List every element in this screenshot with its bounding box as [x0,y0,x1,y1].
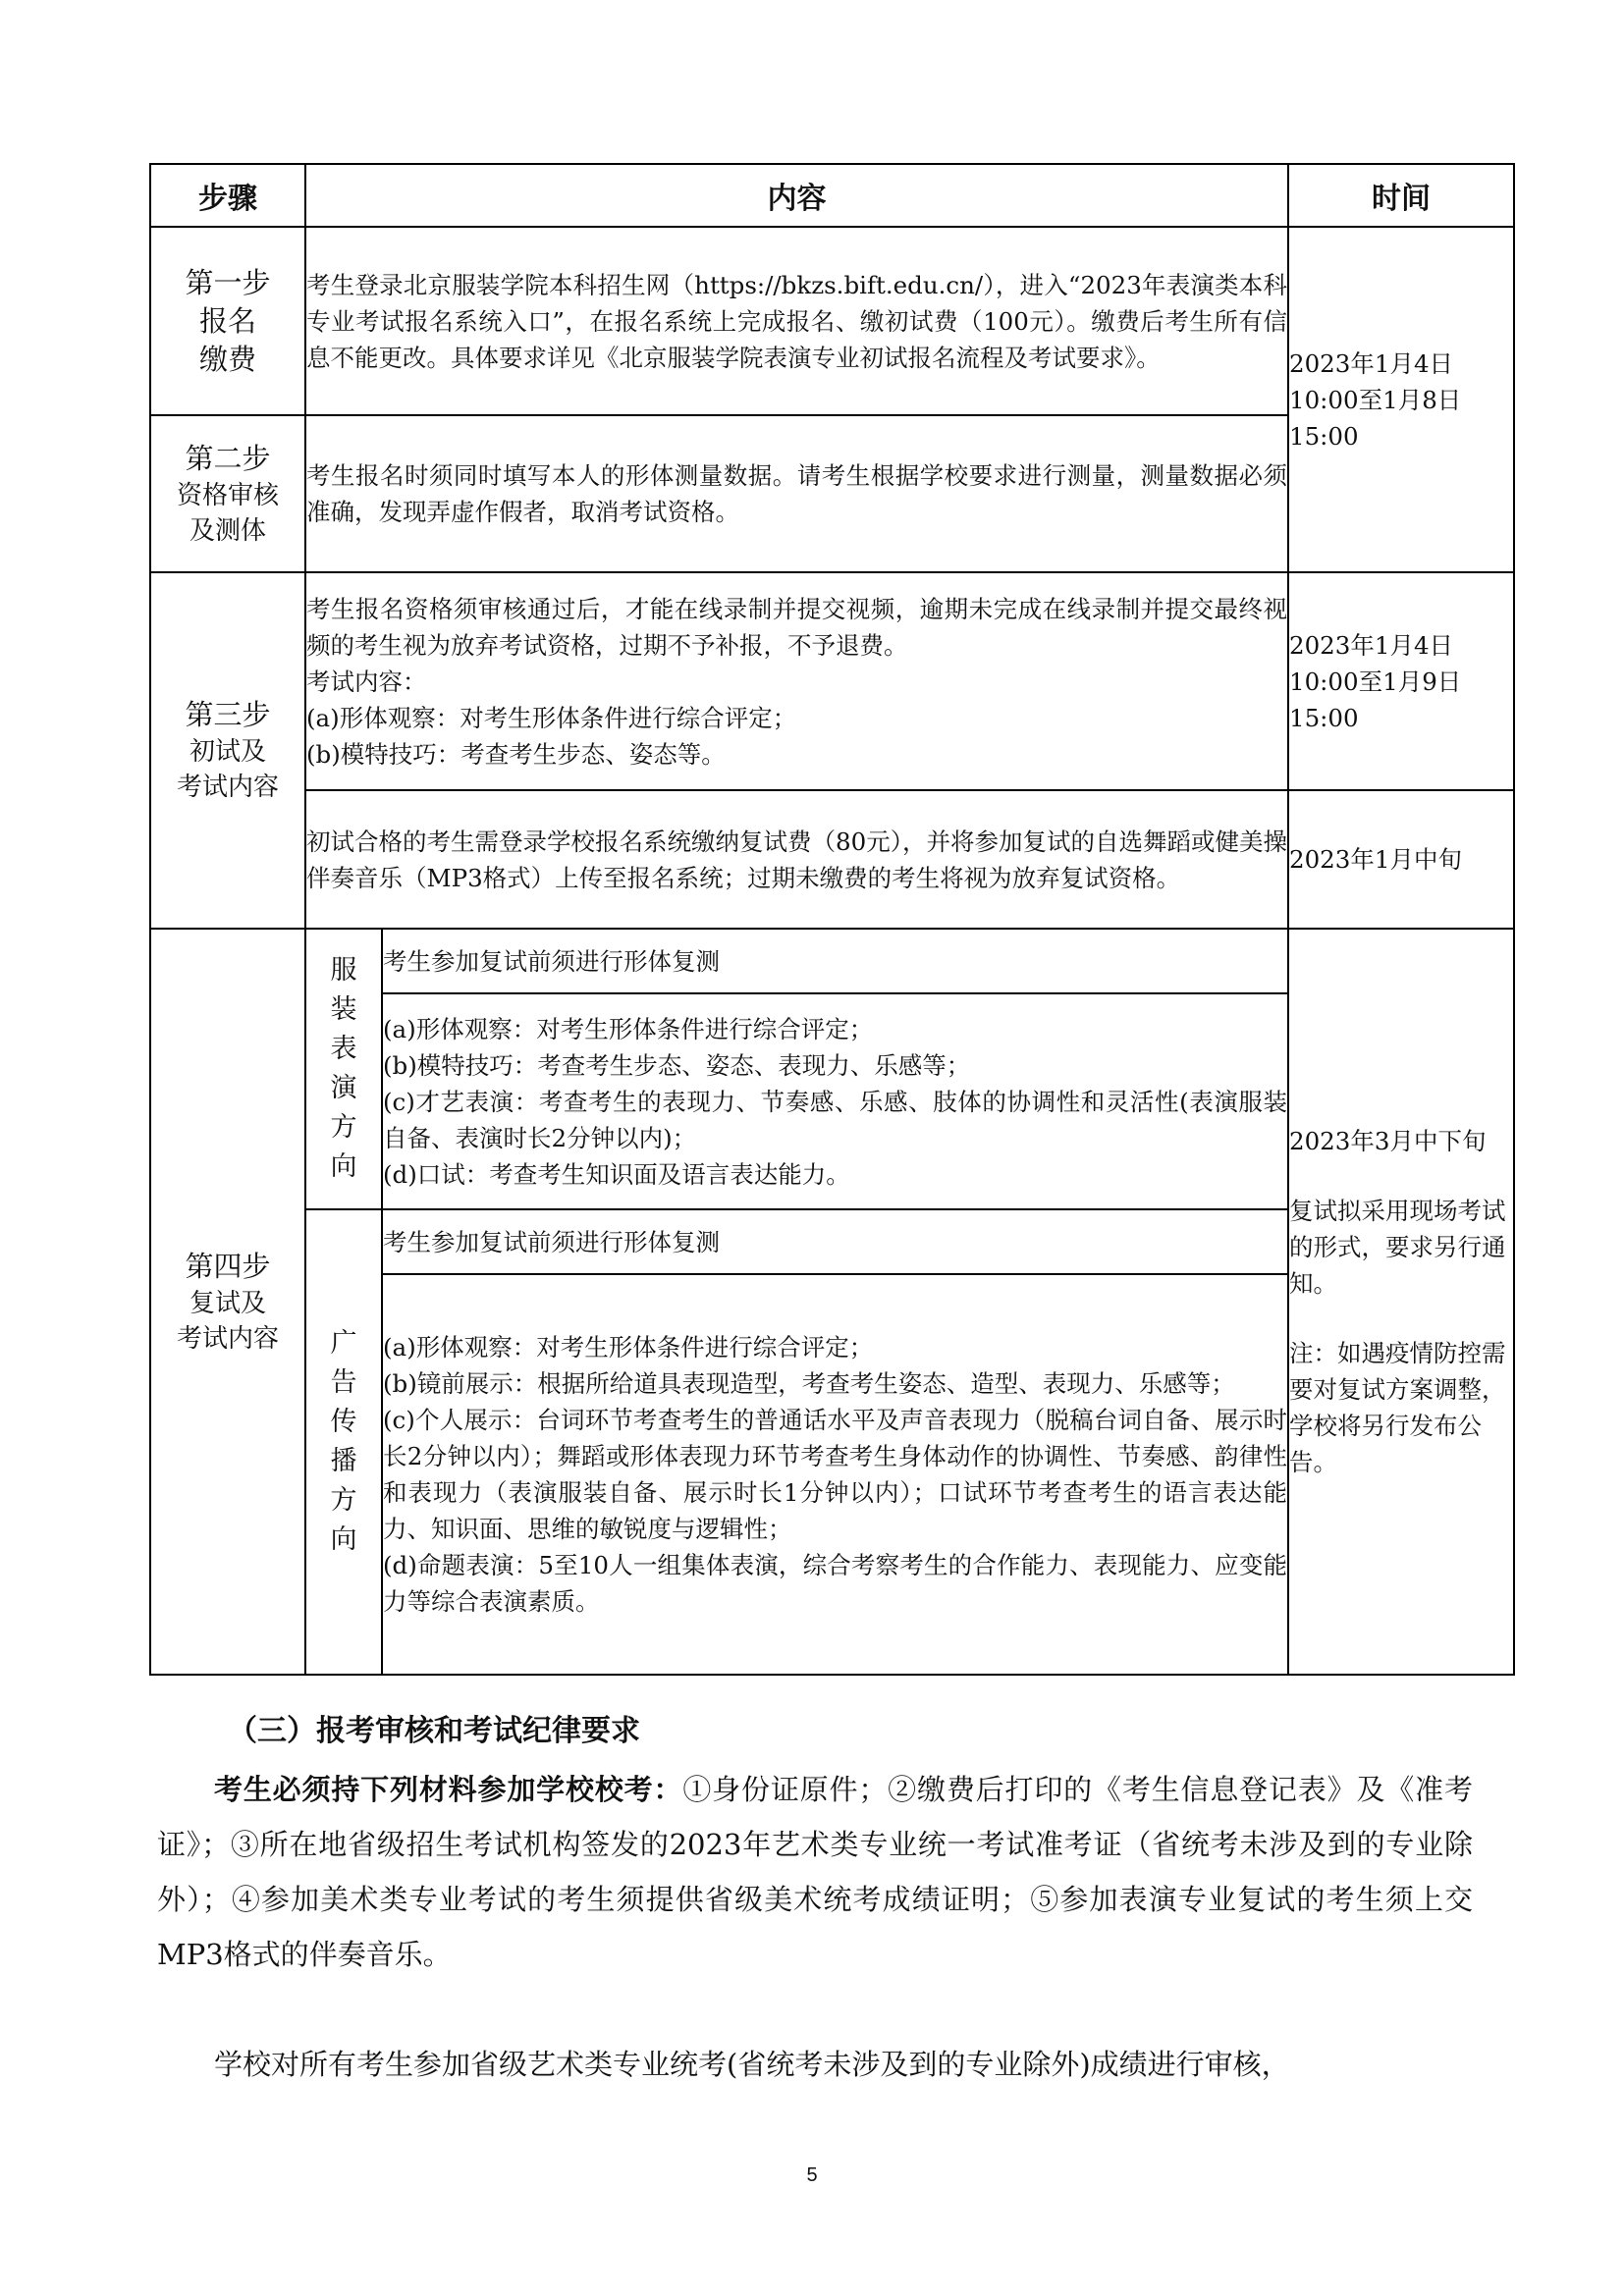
list-item: (c)个人展示：台词环节考查考生的普通话水平及声音表现力（脱稿台词自备、展示时长2分钟以内）；舞蹈或形体表现力环节考查考生身体动作的协调性、节奏感、韵律性和表现力（表演服装自备、展示时长1分钟以内）；口试环节考查考生的语言表达能力、知识面、思维的敏锐度与逻辑性； [383,1406,1287,1543]
direction-fashion-content [382,993,1288,1209]
step3-time: 2023年1月4日10:00至1月9日15:00 [1288,572,1514,790]
step2-content: 考生报名时须同时填写本人的形体测量数据。请考生根据学校要求进行测量，测量数据必须准确，发现弄虚作假者，取消考试资格。 [305,415,1288,572]
step3-label: 第三步 初试及 考试内容 [150,572,305,929]
step12-time: 2023年1月4日10:00至1月8日15:00 [1288,227,1514,572]
step1-content: 考生登录北京服装学院本科招生网（https://bkzs.bift.edu.cn/），进入“2023年表演类本科专业考试报名系统入口”，在报名系统上完成报名、缴初试费（100元）。缴费后考生所有信息不能更改。具体要求详见《北京服装学院表演专业初试报名流程及考试要求》。 [305,227,1288,415]
step2-label: 第二步 资格审核 及测体 [150,415,305,572]
step3-time2: 2023年1月中旬 [1288,790,1514,929]
step4-note2: 注：如遇疫情防控需要对复试方案调整，学校将另行发布公告。 [1289,1339,1506,1476]
paragraph-materials-body: ①身份证原件；②缴费后打印的《考生信息登记表》及《准考证》；③所在地省级招生考试机构签发的2023年艺术类专业统一考试准考证（省统考未涉及到的专业除外）；④参加美术类专业考试的考生须提供省级美术统考成绩证明；⑤参加表演专业复试的考生须上交MP3格式的伴奏音乐。 [157,1773,1473,1971]
list-item: (d)口试：考查考生知识面及语言表达能力。 [383,1159,850,1189]
header-time: 时间 [1288,164,1514,227]
schedule-table [149,163,1515,1676]
list-item: (a)形体观察：对考生形体条件进行综合评定； [383,1014,874,1043]
step4-note1: 复试拟采用现场考试的形式，要求另行通知。 [1289,1197,1506,1298]
step1-label: 第一步 报名 缴费 [150,227,305,415]
paragraph-materials-lead: 考生必须持下列材料参加学校校考： [214,1773,683,1806]
step3-content2: 初试合格的考生需登录学校报名系统缴纳复试费（80元），并将参加复试的自选舞蹈或健美操伴奏音乐（MP3格式）上传至报名系统；过期未缴费的考生将视为放弃复试资格。 [305,790,1288,929]
header-step: 步骤 [150,164,305,227]
direction-fashion-label: 服 装 表 演 方 向 [305,929,382,1209]
paragraph-materials [157,1762,1473,1982]
list-item: (b)模特技巧：考查考生步态、姿态等。 [306,739,726,769]
direction-fashion-header: 考生参加复试前须进行形体复测 [382,929,1288,993]
list-item: (c)才艺表演：考查考生的表现力、节奏感、乐感、肢体的协调性和灵活性(表演服装自备、表演时长2分钟以内)； [383,1087,1287,1152]
page-number: 5 [806,2164,818,2186]
list-item: (b)镜前展示：根据所给道具表现造型，考查考生姿态、造型、表现力、乐感等； [383,1369,1235,1398]
list-item: (d)命题表演：5至10人一组集体表演，综合考察考生的合作能力、表现能力、应变能力等综合表演素质。 [383,1551,1287,1616]
step4-time: 2023年3月中下旬 复试拟采用现场考试的形式，要求另行通知。 注：如遇疫情防控需要对复试方案调整，学校将另行发布公告。 [1288,929,1514,1675]
list-item: 考试内容： [306,667,427,696]
section-heading: （三）报考审核和考试纪律要求 [228,1714,640,1748]
list-item: 考生报名资格须审核通过后，才能在线录制并提交视频，逾期未完成在线录制并提交最终视频的考生视为放弃考试资格，过期不予补报，不予退费。 [306,594,1287,660]
header-content: 内容 [305,164,1288,227]
paragraph-review: 学校对所有考生参加省级艺术类专业统考(省统考未涉及到的专业除外)成绩进行审核， [214,2048,1290,2081]
direction-advertising-content [382,1274,1288,1675]
step4-label: 第四步 复试及 考试内容 [150,929,305,1675]
list-item: (a)形体观察：对考生形体条件进行综合评定； [383,1333,874,1362]
direction-advertising-label: 广 告 传 播 方 向 [305,1209,382,1675]
list-item: (a)形体观察：对考生形体条件进行综合评定； [306,703,797,732]
step3-content [305,572,1288,790]
direction-advertising-header: 考生参加复试前须进行形体复测 [382,1209,1288,1274]
list-item: (b)模特技巧：考查考生步态、姿态、表现力、乐感等； [383,1050,971,1080]
